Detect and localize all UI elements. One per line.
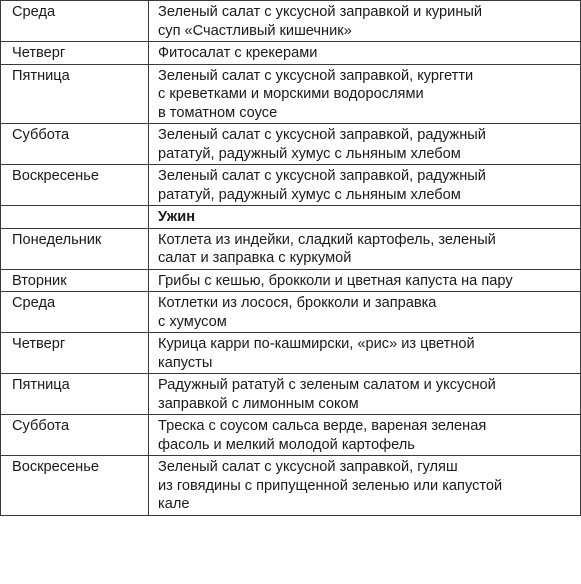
meal-line: Треска с соусом сальса верде, вареная зеленая xyxy=(158,418,487,434)
meal-cell xyxy=(149,374,581,415)
meal-cell xyxy=(149,292,581,333)
meal-line: в томатном соусе xyxy=(158,104,278,121)
table-row xyxy=(1,415,581,456)
day-cell: Воскресенье xyxy=(1,165,149,206)
section-row xyxy=(1,206,581,229)
meal-line: салат и заправка с куркумой xyxy=(158,250,352,266)
day-cell: Среда xyxy=(1,1,149,42)
meal-line: Зеленый салат с уксусной заправкой и куриный xyxy=(158,4,483,20)
meal-cell xyxy=(149,269,581,292)
meal-cell xyxy=(149,415,581,456)
meal-line: капусты xyxy=(158,354,213,371)
day-cell: Четверг xyxy=(1,333,149,374)
meal-line: Зеленый салат с уксусной заправкой, кургетти xyxy=(158,67,474,84)
meal-cell xyxy=(149,165,581,206)
meal-line: из говядины с припущенной зеленью или капустой xyxy=(158,477,503,494)
meal-line: Котлета из индейки, сладкий картофель, зеленый xyxy=(158,231,496,248)
table-row xyxy=(1,333,581,374)
meal-line: Радужный рататуй с зеленым салатом и уксусной xyxy=(158,377,496,393)
meal-line: Зеленый салат с уксусной заправкой, радужный xyxy=(158,168,486,184)
meal-line: фасоль и мелкий молодой картофель xyxy=(158,436,415,453)
table-row xyxy=(1,165,581,206)
meal-line: кале xyxy=(158,496,190,512)
day-cell: Четверг xyxy=(1,42,149,65)
day-cell: Пятница xyxy=(1,374,149,415)
empty-day-cell xyxy=(1,206,149,229)
day-cell: Воскресенье xyxy=(1,456,149,516)
meal-cell xyxy=(149,333,581,374)
meal-line: с хумусом xyxy=(158,313,227,330)
meal-line: Зеленый салат с уксусной заправкой, гуляш xyxy=(158,459,458,475)
meal-cell xyxy=(149,124,581,165)
meal-cell xyxy=(149,456,581,516)
meal-cell xyxy=(149,1,581,42)
table-row xyxy=(1,42,581,65)
section-heading: Ужин xyxy=(149,206,581,229)
table-row xyxy=(1,64,581,124)
meal-cell xyxy=(149,228,581,269)
table-row xyxy=(1,269,581,292)
meal-line: Зеленый салат с уксусной заправкой, радужный xyxy=(158,127,486,143)
meal-line: рататуй, радужный хумус с льняным хлебом xyxy=(158,186,461,203)
meal-line: заправкой с лимонным соком xyxy=(158,395,359,412)
table-row xyxy=(1,228,581,269)
table-row xyxy=(1,374,581,415)
day-cell: Суббота xyxy=(1,415,149,456)
day-cell: Суббота xyxy=(1,124,149,165)
meal-cell xyxy=(149,42,581,65)
table-row xyxy=(1,1,581,42)
table-row xyxy=(1,292,581,333)
meal-line: рататуй, радужный хумус с льняным хлебом xyxy=(158,145,461,162)
table-row xyxy=(1,124,581,165)
meal-line: Фитосалат с крекерами xyxy=(158,45,318,61)
meal-cell xyxy=(149,64,581,124)
table-row xyxy=(1,456,581,516)
day-cell: Вторник xyxy=(1,269,149,292)
day-cell: Среда xyxy=(1,292,149,333)
day-cell: Понедельник xyxy=(1,228,149,269)
meal-line: Котлетки из лосося, брокколи и заправка xyxy=(158,295,437,311)
meal-line: Грибы с кешью, брокколи и цветная капуста на пару xyxy=(158,272,513,289)
meal-line: Курица карри по-кашмирски, «рис» из цветной xyxy=(158,336,475,352)
day-cell: Пятница xyxy=(1,64,149,124)
meal-line: суп «Счастливый кишечник» xyxy=(158,22,352,39)
meal-line: с креветками и морскими водорослями xyxy=(158,86,424,102)
